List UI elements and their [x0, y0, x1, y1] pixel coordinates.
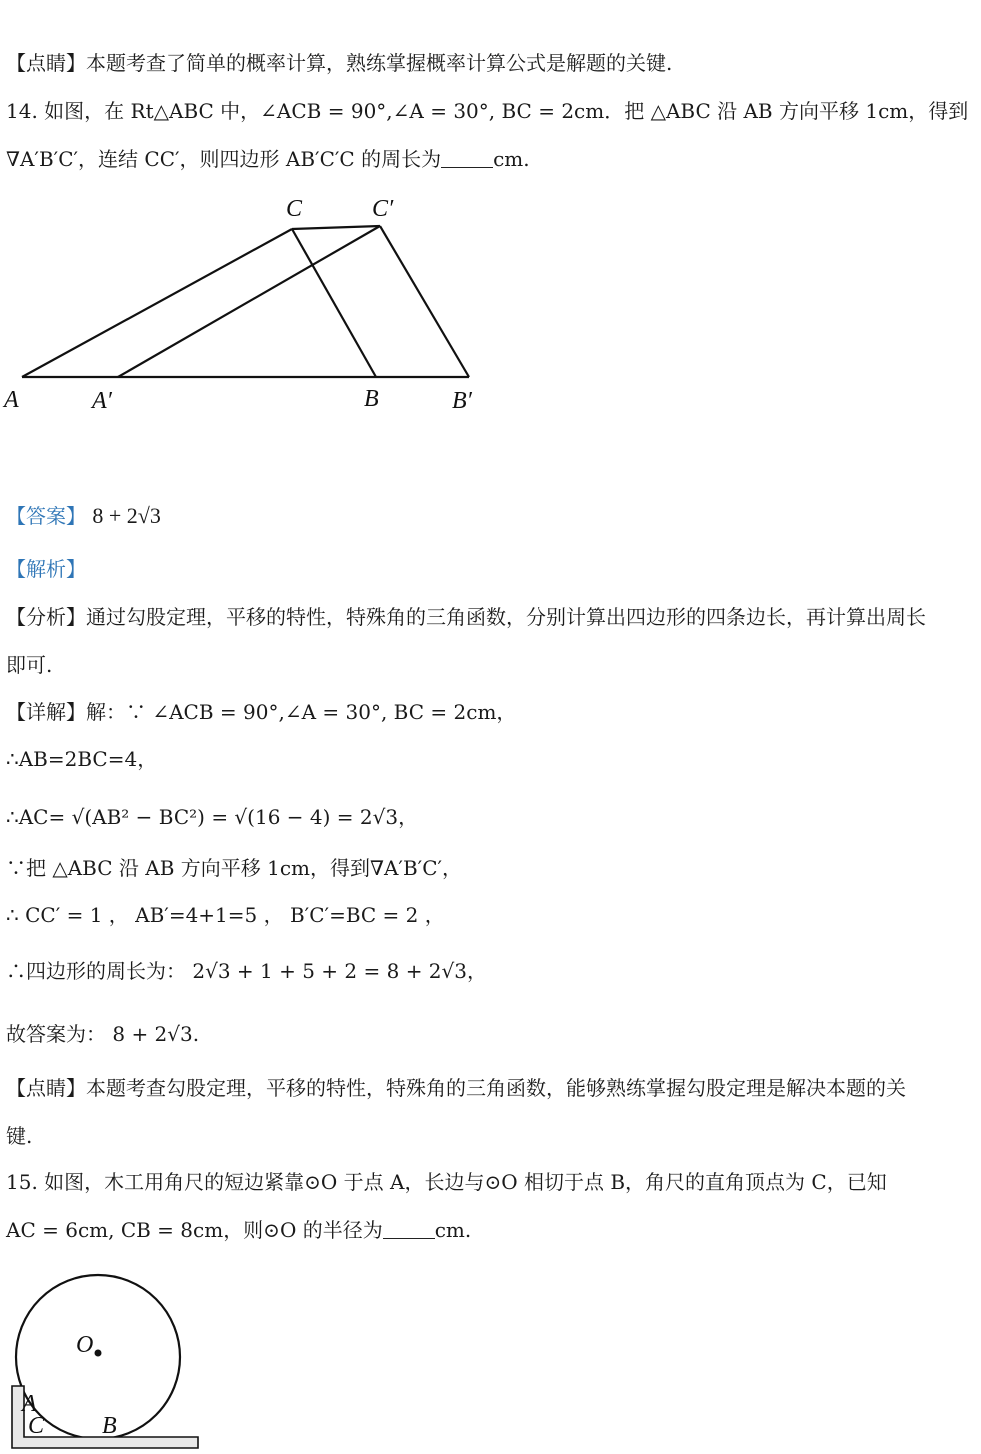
label-A-15: A [22, 1391, 37, 1417]
label-C-15: C [28, 1413, 45, 1439]
step-1: ∴AB=2BC=4， [6, 747, 158, 771]
xiangjie-line: 【详解】解：∵ ∠ACB = 90°,∠A = 30°, BC = 2cm， [6, 700, 517, 724]
step-2: ∴AC= √(AB² − BC²) = √(16 − 4) = 2√3， [6, 805, 419, 829]
answer-value: 8 + 2√3 [92, 503, 161, 528]
fenxi-line-2: 即可. [6, 653, 53, 677]
answer-tag: 【答案】 [6, 504, 86, 528]
problem-15-line-2-text: AC = 6cm, CB = 8cm，则⊙O 的半径为 [6, 1218, 383, 1242]
figure-15-circle-and-square [0, 1266, 220, 1454]
answer-blank-15[interactable] [383, 1220, 435, 1239]
step-5: ∴四边形的周长为： 2√3 + 1 + 5 + 2 = 8 + 2√3， [6, 959, 488, 983]
label-B-15: B [102, 1413, 117, 1439]
problem-14-unit: cm. [493, 147, 530, 171]
label-A-prime: A′ [92, 388, 112, 414]
segment-C-B [292, 229, 376, 377]
segment-Cp-Bp [380, 226, 469, 377]
problem-15-line-2 [6, 1217, 471, 1243]
figure-14-translated-triangle [0, 190, 500, 420]
step-3: ∵把 △ABC 沿 AB 方向平移 1cm，得到∇A′B′C′， [6, 856, 463, 880]
answer-blank-14[interactable] [441, 149, 493, 168]
problem-15-line-1: 15. 如图，木工用角尺的短边紧靠⊙O 于点 A，长边与⊙O 相切于点 B，角尺的直角顶点为 C，已知 [6, 1170, 887, 1194]
answer-line [6, 503, 161, 529]
label-B: B [364, 386, 379, 412]
problem-14-line-2-text: ∇A′B′C′，连结 CC′，则四边形 AB′C′C 的周长为 [6, 147, 442, 171]
label-C: C [286, 196, 303, 222]
problem-14-line-1: 14. 如图，在 Rt△ABC 中，∠ACB = 90°,∠A = 30°, BC = 2cm．把 △ABC 沿 AB 方向平移 1cm，得到 [6, 99, 969, 123]
label-O: O [76, 1332, 94, 1358]
problem-14-line-2 [6, 146, 530, 172]
step-4: ∴ CC′ = 1 ， AB′=4+1=5 ， B′C′=BC = 2 ， [6, 903, 445, 927]
dianjing-13: 【点睛】本题考查了简单的概率计算，熟练掌握概率计算公式是解题的关键. [6, 51, 673, 75]
label-B-prime: B′ [452, 388, 472, 414]
jiexi-tag: 【解析】 [6, 557, 86, 581]
problem-15-unit: cm. [434, 1218, 472, 1242]
label-A: A [4, 387, 19, 413]
label-C-prime: C′ [372, 196, 394, 222]
step-6: 故答案为： 8 + 2√3. [6, 1022, 200, 1046]
fenxi-line-1: 【分析】通过勾股定理，平移的特性，特殊角的三角函数，分别计算出四边形的四条边长，再计算出周长 [6, 605, 926, 629]
segment-C-Cp [292, 226, 380, 229]
segment-Ap-Cp [118, 226, 380, 377]
dianjing-14-line-1: 【点睛】本题考查勾股定理，平移的特性，特殊角的三角函数，能够熟练掌握勾股定理是解决本题的关 [6, 1076, 906, 1100]
center-point-O [95, 1350, 102, 1357]
dianjing-14-line-2: 键. [6, 1124, 33, 1148]
